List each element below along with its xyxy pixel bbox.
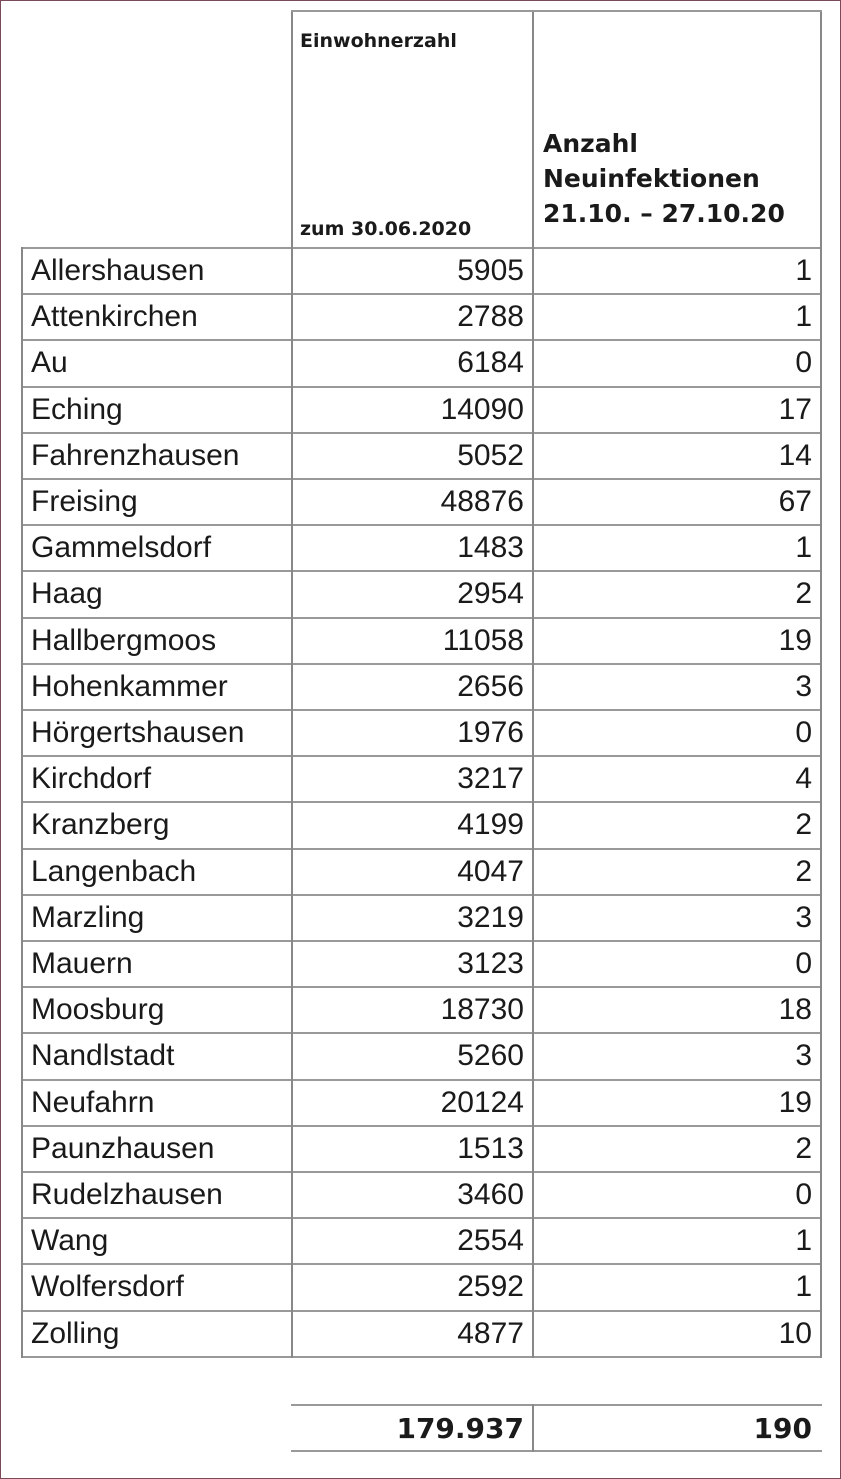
municipality-name: Mauern	[31, 947, 133, 980]
population-cell: 1976	[457, 716, 524, 749]
header-divider-mid	[532, 10, 534, 248]
municipality-name: Wolfersdorf	[31, 1270, 184, 1303]
municipality-name: Langenbach	[31, 855, 197, 888]
infections-cell: 4	[795, 762, 812, 795]
municipality-name: Freising	[31, 485, 138, 518]
total-population: 179.937	[396, 1412, 524, 1445]
infections-cell: 17	[778, 393, 812, 426]
population-cell: 2656	[457, 670, 524, 703]
population-cell: 3217	[457, 762, 524, 795]
infections-cell: 2	[795, 808, 812, 841]
table-border-left	[21, 247, 23, 1358]
totals-divider	[532, 1404, 534, 1452]
municipality-name: Marzling	[31, 901, 145, 934]
header-infections	[543, 126, 785, 231]
municipality-name: Eching	[31, 393, 123, 426]
municipality-name: Fahrenzhausen	[31, 439, 240, 472]
header-infections-line1: Anzahl	[543, 129, 638, 158]
totals-top-border	[291, 1404, 822, 1406]
infections-cell: 1	[795, 1270, 812, 1303]
population-cell: 3460	[457, 1178, 524, 1211]
header-infections-line2: Neuinfektionen	[543, 164, 760, 193]
municipality-name: Moosburg	[31, 993, 165, 1026]
infections-cell: 0	[795, 346, 812, 379]
infections-cell: 2	[795, 577, 812, 610]
header-population-date: zum 30.06.2020	[300, 218, 472, 240]
population-cell: 6184	[457, 346, 524, 379]
infections-cell: 2	[795, 855, 812, 888]
population-cell: 1483	[457, 531, 524, 564]
municipality-name: Allershausen	[31, 254, 205, 287]
municipality-name: Attenkirchen	[31, 300, 198, 333]
population-cell: 2554	[457, 1224, 524, 1257]
infections-cell: 0	[795, 1178, 812, 1211]
infections-cell: 1	[795, 300, 812, 333]
population-cell: 3123	[457, 947, 524, 980]
row-divider	[21, 1310, 822, 1312]
infections-cell: 19	[778, 1086, 812, 1119]
municipality-name: Hallbergmoos	[31, 624, 217, 657]
municipality-name: Rudelzhausen	[31, 1178, 223, 1211]
infections-cell: 3	[795, 670, 812, 703]
totals-bottom-border	[291, 1450, 822, 1452]
infections-cell: 0	[795, 947, 812, 980]
municipality-name: Zolling	[31, 1317, 120, 1350]
infections-cell: 1	[795, 1224, 812, 1257]
infections-cell: 1	[795, 254, 812, 287]
row-divider	[21, 386, 822, 388]
municipality-name: Neufahrn	[31, 1086, 155, 1119]
population-cell: 3219	[457, 901, 524, 934]
header-infections-line3: 21.10. – 27.10.20	[543, 199, 785, 228]
row-divider	[21, 1356, 822, 1358]
population-cell: 5905	[457, 254, 524, 287]
municipality-name: Kranzberg	[31, 808, 170, 841]
header-divider-right	[820, 10, 822, 248]
infections-cell: 18	[778, 993, 812, 1026]
header-population-label: Einwohnerzahl	[300, 30, 457, 52]
population-cell: 18730	[440, 993, 524, 1026]
municipality-name: Kirchdorf	[31, 762, 152, 795]
population-cell: 5260	[457, 1039, 524, 1072]
population-cell: 2954	[457, 577, 524, 610]
population-cell: 2788	[457, 300, 524, 333]
municipality-name: Wang	[31, 1224, 109, 1257]
population-cell: 48876	[440, 485, 524, 518]
municipality-name: Paunzhausen	[31, 1132, 215, 1165]
municipality-name: Gammelsdorf	[31, 531, 212, 564]
population-cell: 20124	[440, 1086, 524, 1119]
population-cell: 4877	[457, 1317, 524, 1350]
infections-cell: 10	[778, 1317, 812, 1350]
infections-cell: 3	[795, 901, 812, 934]
population-cell: 11058	[442, 624, 524, 657]
infections-cell: 2	[795, 1132, 812, 1165]
population-cell: 14090	[440, 393, 524, 426]
municipality-name: Au	[31, 346, 68, 379]
population-cell: 2592	[457, 1270, 524, 1303]
infections-cell: 1	[795, 531, 812, 564]
infections-cell: 19	[778, 624, 812, 657]
population-cell: 1513	[457, 1132, 524, 1165]
column-divider-1	[291, 247, 293, 1358]
infections-cell: 3	[795, 1039, 812, 1072]
total-infections: 190	[753, 1412, 812, 1445]
municipality-name: Hohenkammer	[31, 670, 228, 703]
municipality-name: Nandlstadt	[31, 1039, 175, 1072]
population-cell: 4047	[457, 855, 524, 888]
municipality-name: Hörgertshausen	[31, 716, 245, 749]
infections-cell: 0	[795, 716, 812, 749]
population-cell: 4199	[457, 808, 524, 841]
infections-cell: 67	[778, 485, 812, 518]
header-top-border-right	[532, 10, 822, 12]
municipality-name: Haag	[31, 577, 103, 610]
header-divider-left	[291, 10, 293, 248]
column-divider-2	[532, 247, 534, 1358]
table-border-right	[820, 247, 822, 1358]
population-cell: 5052	[457, 439, 524, 472]
infections-cell: 14	[778, 439, 812, 472]
